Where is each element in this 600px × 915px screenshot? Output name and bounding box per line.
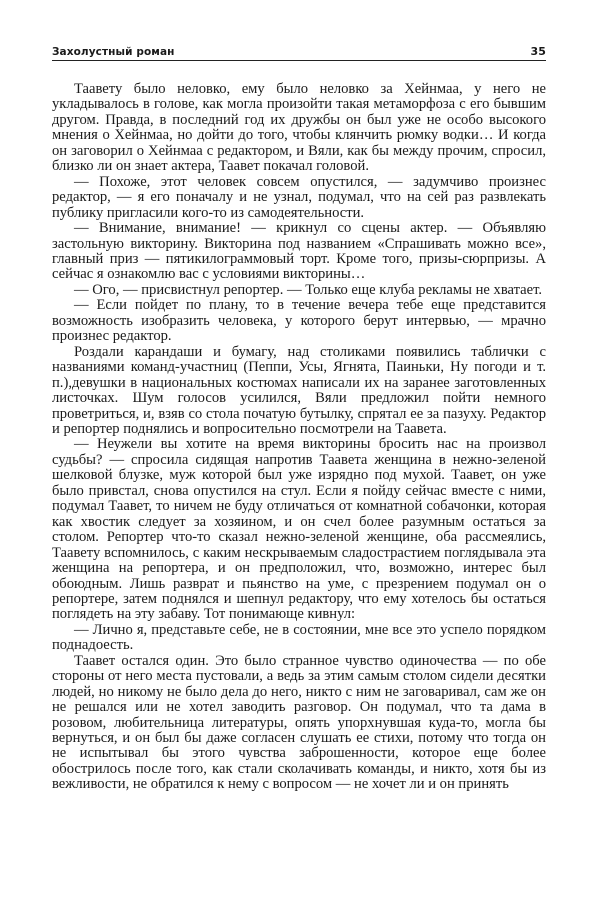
running-head-title: Захолустный роман	[52, 46, 175, 58]
paragraph: Роздали карандаши и бумагу, над столиками появились таблички с названиями команд-участниц (Пеппи, Усы, Ягнята, Паиньки, Ну погоди и т. п.),девушки в национальных костюмах написали их на заранее заготовленных листочках. Шум голосов усилился, Вяли предложил пойти немного проветриться, и, взяв со стола початую бутылку, спрятал ее за пазуху. Редактор и репортер поднялись и вопросительно посмотрели на Таавета.	[52, 343, 546, 437]
paragraph: — Похоже, этот человек совсем опустился, — задумчиво произнес редактор, — я его поначалу и не узнал, подумал, что на сей раз развлекать публику пригласили кого-то из самодеятельности.	[52, 173, 546, 221]
paragraph: Таавет остался один. Это было странное чувство одиночества — по обе стороны от него места пустовали, а ведь за этим самым столом сидели десятки людей, но никому не было дела до него, никто с ним не заговаривал, сам же он не решался или не хотел заводить разговор. Он подумал, что та дама в розовом, любительница литературы, опять упорхнувшая куда-то, могла бы вернуться, и он был бы даже согласен слушать ее стихи, потому что тогда он не испытывал бы этого чувства заброшенности, которое еще более обострилось после того, как стали сколачивать команды, и никто, хотя бы из вежливости, не обратился к нему с вопросом — не хочет ли и он принять	[52, 652, 546, 793]
paragraph: — Ого, — присвистнул репортер. — Только еще клуба рекламы не хватает.	[74, 281, 543, 298]
page-number: 35	[530, 45, 546, 58]
running-head	[52, 44, 546, 61]
paragraph: — Если пойдет по плану, то в течение вечера тебе еще представится возможность изобразить человека, у которого берут интервью, — мрачно произнес редактор.	[52, 297, 546, 345]
paragraph: — Неужели вы хотите на время викторины бросить нас на произвол судьбы? — спросила сидящая напротив Таавета женщина в нежно-зеленой шелковой блузке, муж которой был уже изрядно под мухой. Таавет, он уже было привстал, снова опустился на стул. Если я пойду сейчас вместе с ними, подумал Таавет, то ничем не буду отличаться от комнатной собачонки, которая как хвостик следует за хозяином, и он счел более разумным остаться за столом. Репортер что-то сказал нежно-зеленой женщине, оба рассмеялись, Таавету вспомнилось, с каким нескрываемым сладострастием поглядывала эта женщина на репортера, и он предположил, что, возможно, интерес был обоюдным. Лишь разврат и пьянство на уме, с презрением подумал он о репортере, затем поднялся и шепнул редактору, что ему хотелось бы остаться поглядеть на эту забаву. Тот понимающе кивнул:	[52, 436, 546, 623]
paragraph: — Лично я, представьте себе, не в состоянии, мне все это успело порядком поднадоесть.	[52, 621, 546, 654]
book-page	[52, 44, 546, 793]
paragraph: — Внимание, внимание! — крикнул со сцены актер. — Объявляю застольную викторину. Викторина под названием «Спрашивать можно все», главный приз — пятикилограммовый торт. Кроме того, призы-сюрпризы. А сейчас я ознакомлю вас с условиями викторины…	[52, 220, 546, 283]
paragraph: Таавету было неловко, ему было неловко за Хейнмаа, у него не укладывалось в голове, как могла произойти такая метаморфоза с его бывшим другом. Правда, в последний год их дружбы он был уже не особо высокого мнения о Хейнмаа, но дойти до того, чтобы клянчить рюмку водки… И когда он заговорил о Хейнмаа с редактором, и Вяли, как бы между прочим, спросил, близко ли он знает актера, Таавет покачал головой.	[52, 81, 546, 175]
body-text	[52, 82, 546, 793]
